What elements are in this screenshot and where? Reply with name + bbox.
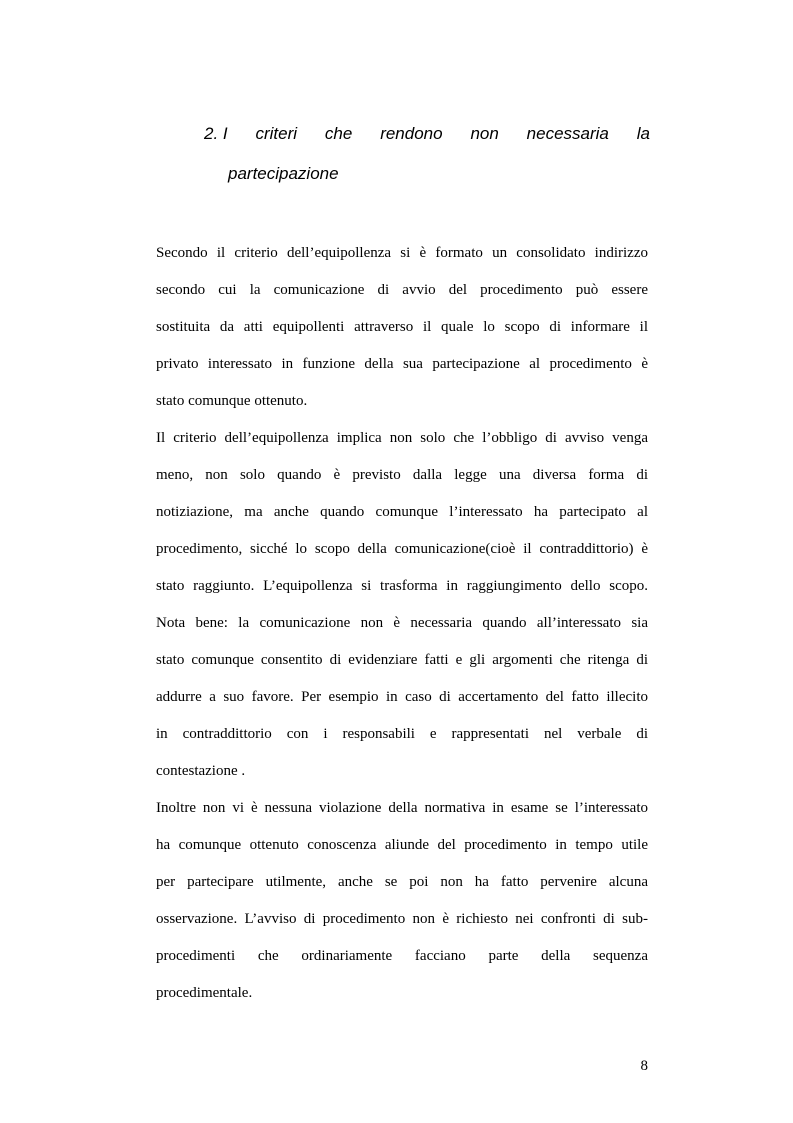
text-line: Secondo il criterio dell’equipollenza si è formato un consolidato indirizzo <box>156 245 648 261</box>
text-line: per partecipare utilmente, anche se poi non ha fatto pervenire alcuna <box>156 874 648 890</box>
text-line: stato comunque ottenuto. <box>156 393 308 409</box>
body-paragraphs <box>156 235 648 1012</box>
text-line: Nota bene: la comunicazione non è necessaria quando all’interessato sia <box>156 615 648 631</box>
text-line: Il criterio dell’equipollenza implica non solo che l’obbligo di avviso venga <box>156 430 648 446</box>
heading-word: rendono <box>380 124 443 143</box>
heading-word: non <box>470 124 499 143</box>
text-line: procedimentale. <box>156 985 253 1001</box>
text-line: meno, non solo quando è previsto dalla legge una diversa forma di <box>156 467 648 483</box>
heading-word: la <box>636 124 650 143</box>
text-line: notiziazione, ma anche quando comunque l’interessato ha partecipato al <box>156 504 648 520</box>
text-line: ha comunque ottenuto conoscenza aliunde del procedimento in tempo utile <box>156 837 648 853</box>
heading-word: 2. I <box>204 124 228 143</box>
text-line: addurre a suo favore. Per esempio in caso di accertamento del fatto illecito <box>156 689 648 705</box>
text-line: procedimenti che ordinariamente facciano parte della sequenza <box>156 948 648 964</box>
text-line: procedimento, sicché lo scopo della comunicazione(cioè il contraddittorio) è <box>156 541 648 557</box>
heading-word: criteri <box>255 124 298 143</box>
text-line: contestazione . <box>156 763 246 779</box>
page-number: 8 <box>640 1058 648 1074</box>
text-line: privato interessato in funzione della sua partecipazione al procedimento è <box>156 356 648 372</box>
text-line: osservazione. L’avviso di procedimento non è richiesto nei confronti di sub- <box>156 911 648 927</box>
text-line: Inoltre non vi è nessuna violazione della normativa in esame se l’interessato <box>156 800 648 816</box>
heading-word: necessaria <box>526 124 609 143</box>
text-line: in contraddittorio con i responsabili e rappresentati nel verbale di <box>156 726 648 742</box>
section-heading-line-1 <box>204 119 650 149</box>
text-line: stato comunque consentito di evidenziare fatti e gli argomenti che ritenga di <box>156 652 648 668</box>
text-line: stato raggiunto. L’equipollenza si trasforma in raggiungimento dello scopo. <box>156 578 648 594</box>
section-heading <box>204 119 650 183</box>
text-line: sostituita da atti equipollenti attraverso il quale lo scopo di informare il <box>156 319 648 335</box>
heading-word: che <box>324 124 353 143</box>
text-line: secondo cui la comunicazione di avvio del procedimento può essere <box>156 282 648 298</box>
section-heading-line-2: partecipazione <box>228 164 339 183</box>
